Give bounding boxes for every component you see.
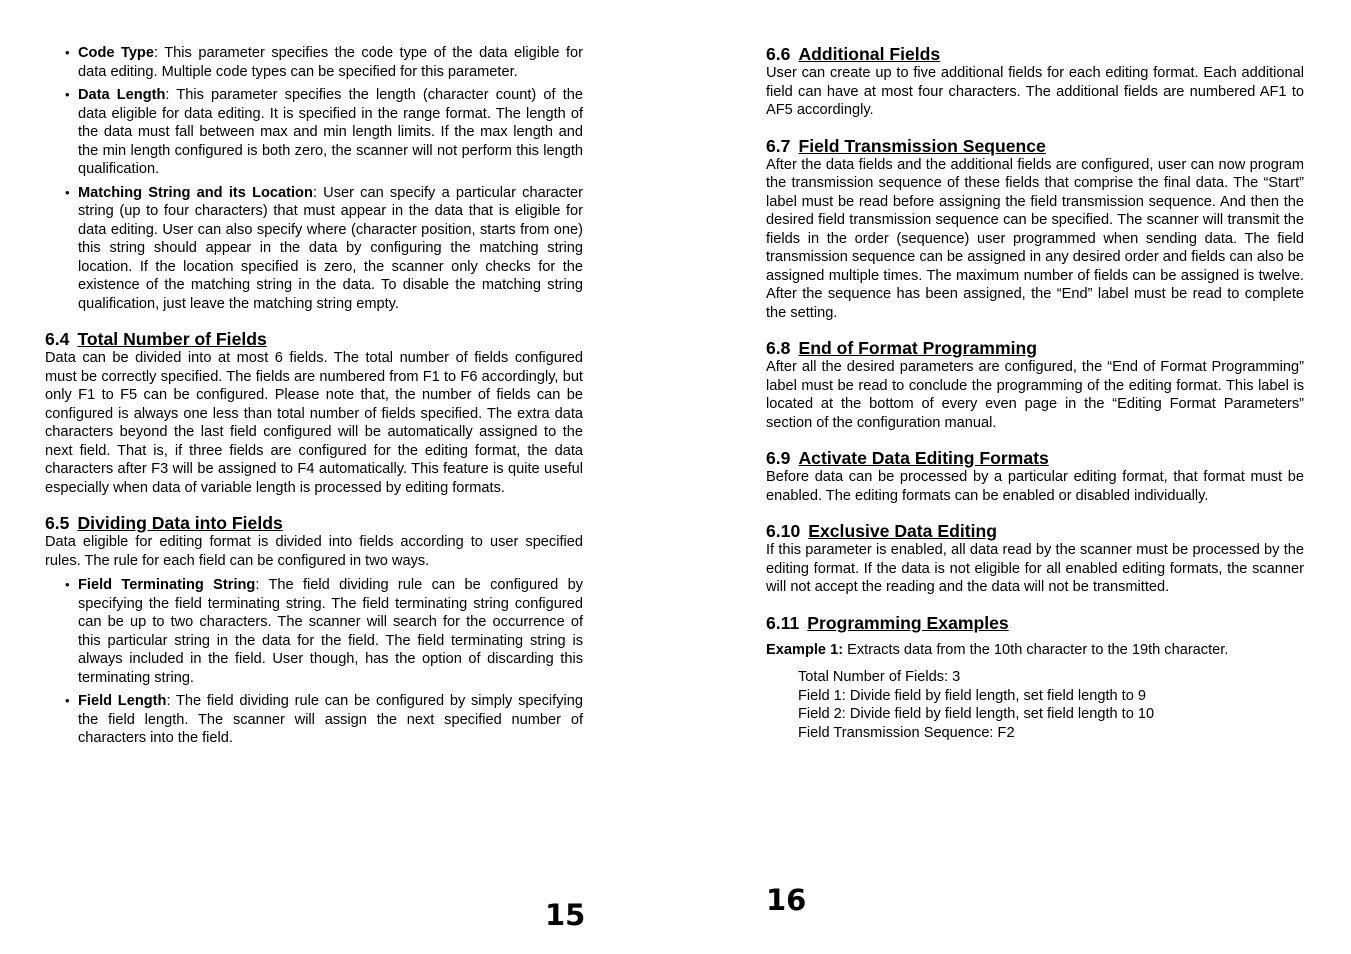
section-title: Field Transmission Sequence [798, 135, 1046, 156]
bullet-term: Field Length [78, 693, 167, 709]
section-body: If this parameter is enabled, all data read by the scanner must be processed by the editing format. If the data is not eligible for all enabled editing formats, the scanner will not accept the reading and the data will not be transmitted. [766, 542, 1304, 595]
dividing-rule-bullet-list [78, 576, 583, 748]
list-item [78, 44, 583, 81]
section-number: 6.4 [45, 329, 70, 349]
left-page [45, 44, 583, 753]
bullet-text: : The field dividing rule can be configured by specifying the field terminating string. The field terminating string configured can be up to two characters. The scanner will search for the occurrence of this particular string in the data for the field. The field terminating string is always included in the field. User though, has the option of discarding this terminating string. [78, 577, 583, 686]
example-setting-line: Field 2: Divide field by field length, set field length to 10 [798, 706, 1155, 723]
example-setting-line: Field Transmission Sequence: F2 [798, 724, 1015, 741]
example-setting-line: Field 1: Divide field by field length, set field length to 9 [798, 687, 1147, 704]
section-title: Activate Data Editing Formats [798, 448, 1049, 468]
bullet-term: Code Type [78, 45, 154, 61]
section-number: 6.7 [766, 135, 791, 156]
section-heading [766, 136, 1304, 156]
section-6-6 [766, 44, 1304, 120]
section-title: Dividing Data into Fields [77, 513, 283, 533]
section-6-9 [766, 448, 1304, 505]
section-heading [45, 513, 583, 533]
section-6-11 [766, 613, 1304, 743]
example-text: Extracts data from the 10th character to the 19th character. [843, 641, 1229, 658]
section-title: Exclusive Data Editing [808, 521, 997, 541]
page-number-right: 16 [766, 883, 807, 917]
page-number-left: 15 [545, 898, 586, 932]
example-label: Example 1: [766, 641, 844, 658]
section-number: 6.8 [766, 338, 791, 358]
section-6-10 [766, 521, 1304, 597]
bullet-text: : User can specify a particular character string (up to four characters) that must appear in the data that is eligible for data editing. User can also specify where (character position, starts from one) this string should appear in the data by configuring the matching string location. If the location specified is zero, the scanner only checks for the existence of the matching string in the data. To disable the matching string qualification, just leave the matching string empty. [78, 184, 583, 312]
section-number: 6.10 [766, 521, 801, 541]
bullet-term: Matching String and its Location [78, 184, 313, 201]
section-number: 6.11 [766, 612, 800, 633]
section-body: After the data fields and the additional fields are configured, user can now program the transmission sequence of these fields that comprise the final data. The “Start” label must be read before assigning the field transmission sequence. And then the desired field transmission sequence can be specified. The scanner will transmit the fields in the order (sequence) user programmed when sending data. The field transmission sequence can be assigned in any desired order and fields can also be assigned multiple times. The maximum number of fields can be assigned is twelve. After the sequence has been assigned, the “End” label must be read to complete the setting. [766, 156, 1304, 321]
list-item [78, 86, 583, 179]
list-item [78, 692, 583, 748]
example-line [766, 641, 1304, 660]
right-page [766, 44, 1304, 742]
section-heading [766, 448, 1304, 468]
section-6-4 [45, 329, 583, 497]
section-heading [45, 329, 583, 349]
section-body: Data eligible for editing format is divided into fields according to user specified rules. The rule for each field can be configured in two ways. [45, 534, 583, 569]
list-item [78, 576, 583, 687]
section-heading [766, 44, 1304, 64]
list-item [78, 184, 583, 314]
section-body: After all the desired parameters are configured, the “End of Format Programming” label must be read to conclude the programming of the editing format. This label is located at the bottom of every even page in the “Editing Format Parameters” section of the configuration manual. [766, 359, 1304, 431]
section-body: User can create up to five additional fields for each editing format. Each additional field can have at most four characters. The additional fields are numbered AF1 to AF5 accordingly. [766, 65, 1304, 118]
section-title: Programming Examples [807, 612, 1009, 633]
qualification-bullet-list [78, 44, 583, 313]
bullet-text: : This parameter specifies the length (character count) of the data eligible for data editing. It is specified in the range format. The length of the data must fall between max and min length limits. If the max length and the min length configured is both zero, the scanner will not perform this length qualification. [78, 87, 584, 177]
bullet-text: : The field dividing rule can be configured by simply specifying the field length. The scanner will assign the next specified number of characters into the field. [78, 693, 583, 746]
example-setting-line: Total Number of Fields: 3 [798, 669, 961, 685]
section-6-8 [766, 338, 1304, 432]
section-heading [766, 613, 1304, 633]
section-number: 6.9 [766, 448, 791, 468]
section-6-5 [45, 513, 583, 748]
example-settings [798, 668, 1304, 742]
section-title: End of Format Programming [798, 338, 1037, 358]
bullet-term: Field Terminating String [78, 577, 256, 593]
section-6-7 [766, 136, 1304, 323]
bullet-term: Data Length [78, 87, 166, 103]
section-number: 6.6 [766, 44, 791, 64]
section-heading [766, 338, 1304, 358]
section-number: 6.5 [45, 513, 70, 533]
section-title: Total Number of Fields [77, 329, 267, 349]
section-title: Additional Fields [798, 44, 941, 64]
section-body: Before data can be processed by a particular editing format, that format must be enabled. The editing formats can be enabled or disabled individually. [766, 469, 1304, 504]
section-heading [766, 521, 1304, 541]
bullet-text: : This parameter specifies the code type of the data eligible for data editing. Multiple code types can be specified for this parameter. [78, 45, 583, 80]
section-body: Data can be divided into at most 6 fields. The total number of fields configured must be correctly specified. The fields are numbered from F1 to F6 accordingly, but only F1 to F5 can be configured. Please note that, the number of fields can be configured is always one less than total number of fields specified. The extra data characters beyond the last field configured will be automatically assigned to the next field. That is, if three fields are configured for the editing format, the data characters after F3 will be assigned to F4 automatically. This feature is quite useful especially when data of variable length is processed by editing formats. [45, 350, 583, 496]
